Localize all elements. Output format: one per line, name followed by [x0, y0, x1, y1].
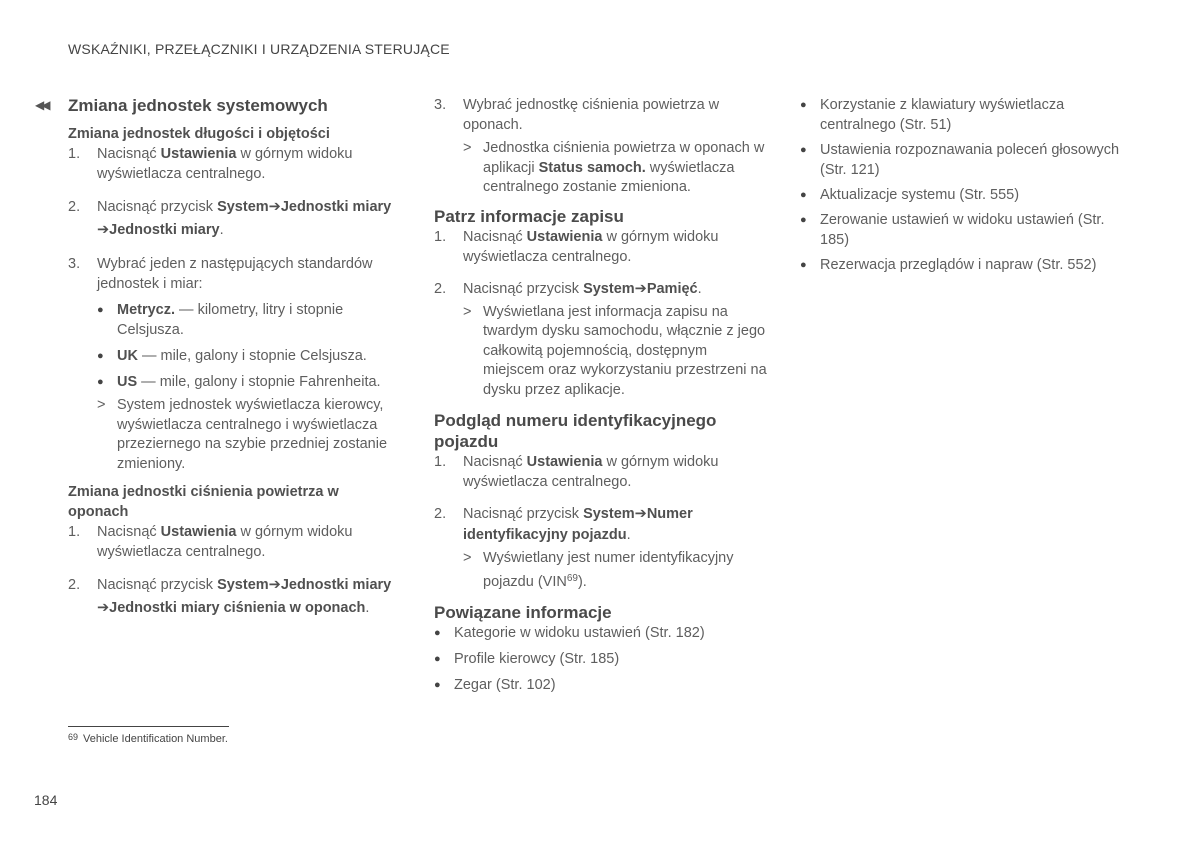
- bullet-icon: ●: [800, 99, 807, 111]
- bullet-icon: ●: [800, 189, 807, 201]
- result-marker-icon: >: [463, 303, 472, 320]
- arrow-right-icon: ➔: [268, 199, 281, 215]
- step-text: Nacisnąć: [97, 524, 161, 540]
- related-link-categories[interactable]: [434, 623, 769, 643]
- step-3: [434, 95, 769, 198]
- step-text: .: [365, 600, 370, 616]
- option-text: — mile, galony i stopnie Fahrenheita.: [137, 374, 381, 390]
- section-title-vin: Podgląd numeru identyfikacyjnego pojazdu: [434, 411, 717, 451]
- footnote-divider: [68, 726, 229, 727]
- section-title: Zmiana jednostek systemowych: [68, 96, 328, 115]
- step-text: Nacisnąć: [463, 228, 527, 245]
- step-2: [68, 574, 398, 620]
- step-text: Nacisnąć przycisk: [463, 280, 584, 297]
- result-note: [463, 139, 769, 198]
- menu-path-system: System: [217, 199, 269, 215]
- step-3: [68, 254, 398, 474]
- link-text[interactable]: Rezerwacja przeglądów i napraw (Str. 552): [820, 257, 1097, 273]
- settings-label: Ustawienia: [160, 524, 237, 540]
- related-link-reset[interactable]: [800, 210, 1135, 250]
- step-text: Nacisnąć przycisk: [463, 506, 584, 522]
- link-text[interactable]: Korzystanie z klawiatury wyświetlacza centralnego (Str. 51): [820, 97, 1065, 133]
- link-text[interactable]: Zerowanie ustawień w widoku ustawień (Str. 185): [820, 212, 1105, 248]
- step-number: 1.: [68, 524, 81, 540]
- menu-path-units: Jednostki miary: [280, 577, 392, 593]
- step-number: 2.: [434, 280, 447, 297]
- previous-page-icon[interactable]: ◀◀: [35, 98, 48, 112]
- settings-label: Ustawienia: [526, 454, 603, 470]
- menu-path-pressure-units: Jednostki miary ciśnienia w oponach: [109, 600, 366, 616]
- step-number: 2.: [68, 577, 81, 593]
- step-text: Wybrać jednostkę ciśnienia powietrza w oponach.: [463, 97, 720, 133]
- bullet-icon: ●: [800, 214, 807, 226]
- footnote-text: Vehicle Identification Number.: [83, 733, 228, 745]
- result-text: System jednostek wyświetlacza kierowcy, wyświetlacza centralnego i wyświetlacza przeziernego na szybie przedniej zostanie zmieniony.: [117, 397, 388, 472]
- related-link-driver-profiles[interactable]: [434, 649, 769, 669]
- link-text[interactable]: Aktualizacje systemu (Str. 555): [820, 187, 1020, 203]
- step-text: w górnym widoku wyświetlacza centralnego.: [97, 146, 353, 182]
- list-item-us: [97, 372, 398, 392]
- link-text[interactable]: Zegar (Str. 102): [454, 677, 556, 693]
- result-marker-icon: >: [463, 550, 472, 566]
- settings-label: Ustawienia: [160, 146, 237, 162]
- link-text[interactable]: Ustawienia rozpoznawania poleceń głosowych (Str. 121): [820, 142, 1120, 178]
- footnote-ref[interactable]: 69: [566, 572, 578, 584]
- arrow-right-icon: ➔: [634, 506, 647, 522]
- step-1: [434, 227, 769, 267]
- step-text: Nacisnąć: [97, 146, 161, 162]
- step-1: [68, 144, 398, 184]
- result-marker-icon: >: [97, 397, 106, 413]
- menu-path-units-sub: Jednostki miary: [109, 222, 220, 238]
- link-text[interactable]: Kategorie w widoku ustawień (Str. 182): [454, 625, 705, 641]
- arrow-right-icon: ➔: [634, 280, 647, 297]
- menu-path-vin: Numer identyfikacyjny pojazdu: [463, 506, 693, 543]
- app-name: Status samoch.: [538, 159, 646, 176]
- related-link-clock[interactable]: [434, 675, 769, 695]
- menu-path-system: System: [583, 506, 635, 522]
- bullet-icon: ●: [97, 304, 104, 316]
- option-label: US: [117, 374, 138, 390]
- step-number: 2.: [68, 199, 81, 215]
- result-note: [463, 303, 769, 401]
- step-text: Nacisnąć: [463, 454, 527, 470]
- menu-path-units: Jednostki miary: [280, 199, 392, 215]
- settings-label: Ustawienia: [526, 228, 603, 245]
- bullet-icon: ●: [434, 627, 441, 639]
- page-number: 184: [34, 792, 58, 808]
- result-note: [463, 549, 769, 592]
- result-note: [97, 396, 398, 474]
- column-right: [800, 95, 1135, 275]
- footnote: [68, 732, 228, 745]
- step-number: 1.: [434, 228, 447, 245]
- step-number: 1.: [68, 146, 81, 162]
- step-2: [68, 196, 398, 242]
- step-1: [68, 522, 398, 562]
- related-link-voice[interactable]: [800, 140, 1135, 180]
- step-2: [434, 504, 769, 592]
- option-label: UK: [117, 348, 138, 364]
- step-text: w górnym widoku wyświetlacza centralnego.: [463, 454, 719, 490]
- bullet-icon: ●: [97, 376, 104, 388]
- result-text: wyświetlacza centralnego zostanie zmieniona.: [483, 159, 735, 195]
- step-number: 3.: [434, 97, 447, 113]
- step-text: Wybrać jeden z następujących standardów jednostek i miar:: [97, 256, 373, 292]
- step-number: 3.: [68, 256, 81, 272]
- step-text: w górnym widoku wyświetlacza centralnego.: [97, 524, 353, 560]
- result-marker-icon: >: [463, 140, 472, 156]
- menu-path-memory: Pamięć: [646, 280, 698, 297]
- running-header: WSKAŹNIKI, PRZEŁĄCZNIKI I URZĄDZENIA STERUJĄCE: [68, 41, 450, 57]
- section-title-storage-info: Patrz informacje zapisu: [434, 206, 624, 226]
- step-number: 2.: [434, 506, 447, 522]
- option-label: Metrycz.: [117, 302, 176, 318]
- option-text: — kilometry, litry i stopnie Celsjusza.: [117, 302, 344, 338]
- step-text: Nacisnąć przycisk: [97, 199, 218, 215]
- step-text: w górnym widoku wyświetlacza centralnego.: [463, 228, 719, 265]
- arrow-right-icon: ➔: [97, 222, 110, 238]
- bullet-icon: ●: [97, 350, 104, 362]
- link-text[interactable]: Profile kierowcy (Str. 185): [454, 651, 620, 667]
- related-link-keyboard[interactable]: [800, 95, 1135, 135]
- bullet-icon: ●: [434, 653, 441, 665]
- list-item-uk: [97, 346, 398, 366]
- step-2: [434, 279, 769, 401]
- list-item-metric: [97, 300, 398, 340]
- arrow-right-icon: ➔: [268, 577, 281, 593]
- step-number: 1.: [434, 454, 447, 470]
- footnote-number: 69: [68, 732, 79, 742]
- result-text: Wyświetlana jest informacja zapisu na twardym dysku samochodu, włącznie z jego całkowitą pojemnością, dostępnym miejscem oraz wykorzystaniu przestrzeni na dysku przez aplikacje.: [483, 303, 767, 398]
- bullet-icon: ●: [434, 679, 441, 691]
- column-left: [68, 95, 398, 620]
- column-middle: [434, 95, 769, 695]
- step-1: [434, 452, 769, 492]
- result-text: Wyświetlany jest numer identyfikacyjny pojazdu (VIN: [483, 550, 734, 590]
- arrow-right-icon: ➔: [97, 600, 110, 616]
- bullet-icon: ●: [800, 144, 807, 156]
- option-text: — mile, galony i stopnie Celsjusza.: [137, 348, 367, 364]
- related-link-updates[interactable]: [800, 185, 1135, 205]
- related-link-service[interactable]: [800, 255, 1135, 275]
- bullet-icon: ●: [800, 259, 807, 271]
- result-text: ).: [577, 573, 587, 590]
- step-text: .: [626, 527, 631, 543]
- section-title-related: Powiązane informacje: [434, 603, 612, 622]
- subsection-title-length-volume: Zmiana jednostek długości i objętości: [68, 126, 330, 142]
- menu-path-system: System: [217, 577, 269, 593]
- result-text: Jednostka ciśnienia powietrza w oponach w aplikacji: [483, 140, 765, 176]
- step-text: Nacisnąć przycisk: [97, 577, 218, 593]
- menu-path-system: System: [583, 280, 635, 297]
- step-text: .: [219, 222, 224, 238]
- step-text: .: [697, 280, 702, 297]
- subsection-title-tire-pressure: Zmiana jednostki ciśnienia powietrza w oponach: [68, 484, 339, 520]
